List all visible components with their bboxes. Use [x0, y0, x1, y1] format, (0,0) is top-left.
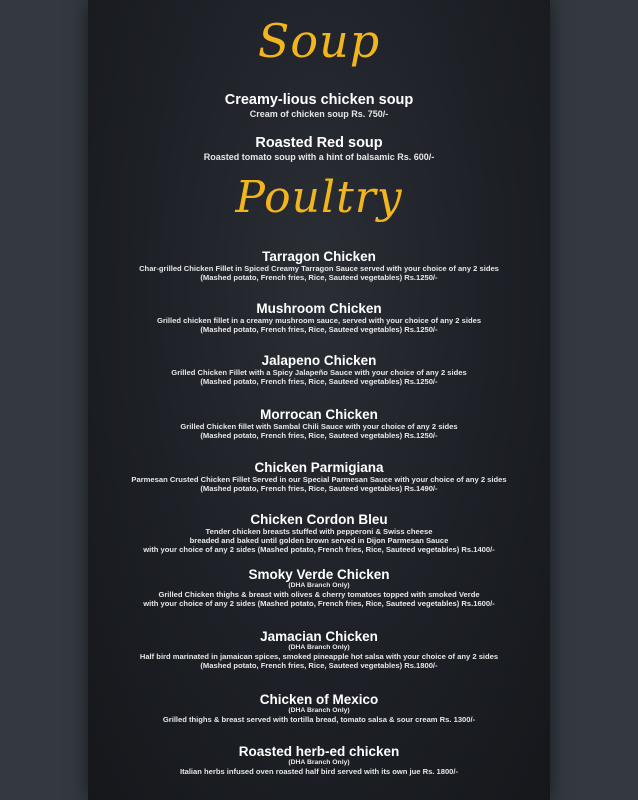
item-desc: Italian herbs infused oven roasted half bird served with its own jue Rs. 1800/-	[179, 767, 459, 776]
item-desc: Grilled Chicken fillet with Sambal Chili Sauce with your choice of any 2 sides	[180, 422, 458, 431]
menu-item-creamy-chicken-soup	[88, 92, 550, 120]
item-desc: (Mashed potato, French fries, Rice, Sauteed vegetables) Rs.1250/-	[200, 325, 438, 334]
item-desc: (Mashed potato, French fries, Rice, Sauteed vegetables) Rs.1250/-	[200, 431, 438, 440]
item-desc: (Mashed potato, French fries, Rice, Sauteed vegetables) Rs.1250/-	[200, 273, 438, 282]
item-desc: (Mashed potato, French fries, Rice, Sauteed vegetables) Rs.1800/-	[200, 661, 438, 670]
item-desc: Grilled Chicken thighs & breast with olives & cherry tomatoes topped with smoked Verde	[158, 590, 480, 599]
item-desc: Parmesan Crusted Chicken Fillet Served in our Special Parmesan Sauce with your choice of any 2 sides	[131, 475, 507, 484]
menu-item-jalapeno-chicken	[88, 353, 550, 386]
item-name: Chicken Cordon Bleu	[250, 512, 388, 527]
menu-item-chicken-parmigiana	[88, 460, 550, 493]
menu-item-tarragon-chicken	[88, 249, 550, 282]
menu-panel	[88, 0, 550, 800]
item-name: Mushroom Chicken	[256, 301, 382, 316]
item-name: Tarragon Chicken	[262, 249, 376, 264]
item-name: Creamy-lious chicken soup	[224, 92, 414, 108]
item-name: Jamacian Chicken	[260, 629, 378, 644]
item-desc: Grilled chicken fillet in a creamy mushroom sauce, served with your choice of any 2 sides	[156, 316, 482, 325]
menu-item-morrocan-chicken	[88, 407, 550, 440]
menu-item-smoky-verde-chicken	[88, 567, 550, 608]
item-name: Chicken of Mexico	[259, 692, 379, 707]
menu-item-roasted-red-soup	[88, 135, 550, 163]
item-desc: with your choice of any 2 sides (Mashed potato, French fries, Rice, Sauteed vegetables) Rs.1400/-	[143, 545, 495, 554]
item-desc: Cream of chicken soup Rs. 750/-	[249, 109, 389, 119]
branch-note: (DHA Branch Only)	[288, 582, 350, 589]
item-name: Roasted herb-ed chicken	[238, 744, 400, 759]
item-name: Roasted Red soup	[255, 135, 383, 151]
item-name: Jalapeno Chicken	[261, 353, 377, 368]
branch-note: (DHA Branch Only)	[288, 707, 350, 714]
menu-item-chicken-of-mexico	[88, 692, 550, 724]
item-name: Chicken Parmigiana	[254, 460, 384, 475]
branch-note: (DHA Branch Only)	[288, 644, 350, 651]
item-desc: Half bird marinated in jamaican spices, smoked pineapple hot salsa with your choice of any 2 sides	[139, 652, 499, 661]
item-desc: (Mashed potato, French fries, Rice, Sauteed vegetables) Rs.1250/-	[200, 377, 438, 386]
menu-item-mushroom-chicken	[88, 301, 550, 334]
item-desc: breaded and baked until golden brown served in Dijon Parmesan Sauce	[189, 536, 449, 545]
item-name: Morrocan Chicken	[260, 407, 378, 422]
item-desc: Tender chicken breasts stuffed with pepperoni & Swiss cheese	[205, 527, 433, 536]
menu-item-roasted-herbed-chicken	[88, 744, 550, 776]
item-desc: Grilled Chicken Fillet with a Spicy Jalapeño Sauce with your choice of any 2 sides	[171, 368, 467, 377]
item-desc: Char-grilled Chicken Fillet in Spiced Creamy Tarragon Sauce served with your choice of any 2 sides	[139, 264, 499, 273]
branch-note: (DHA Branch Only)	[288, 759, 350, 766]
item-desc: Grilled thighs & breast served with tortilla bread, tomato salsa & sour cream Rs. 1300/-	[162, 715, 476, 724]
item-name: Smoky Verde Chicken	[248, 567, 390, 582]
section-title-poultry: Poultry	[235, 172, 403, 223]
item-desc: with your choice of any 2 sides (Mashed potato, French fries, Rice, Sauteed vegetables) Rs.1600/-	[143, 599, 495, 608]
item-desc: Roasted tomato soup with a hint of balsamic Rs. 600/-	[203, 152, 435, 162]
menu-item-jamacian-chicken	[88, 629, 550, 670]
item-desc: (Mashed potato, French fries, Rice, Sauteed vegetables) Rs.1490/-	[200, 484, 438, 493]
menu-item-chicken-cordon-bleu	[88, 512, 550, 554]
section-title-soup: Soup	[257, 14, 381, 68]
